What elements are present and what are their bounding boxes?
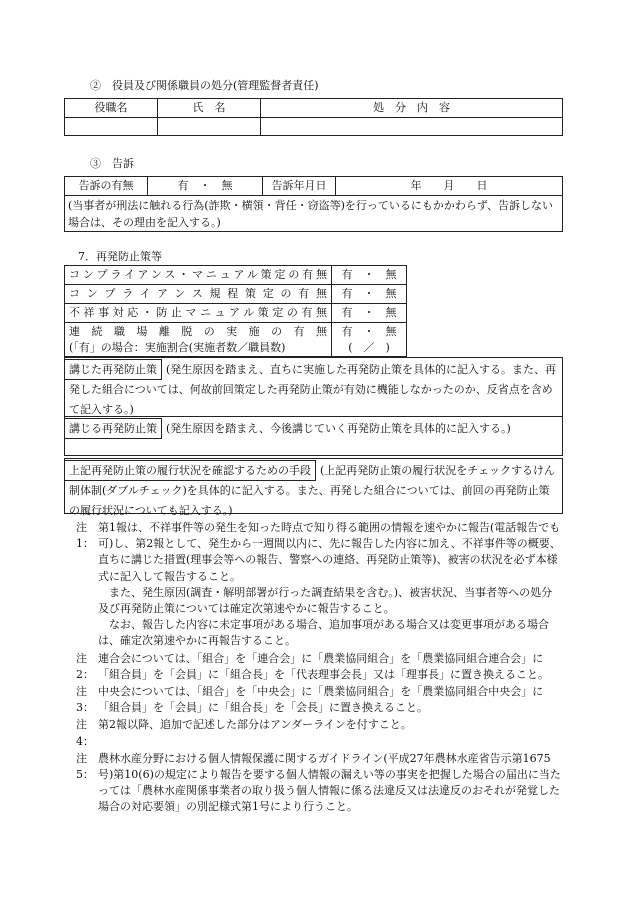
complaint-presence-label: 告訴の有無 [65, 177, 148, 196]
check-label: 上記再発防止策の履行状況を確認するための手段 [64, 460, 316, 481]
section7-title: 7．再発防止策等 [78, 250, 162, 263]
compliance-manual-value[interactable]: 有 ・ 無 [332, 266, 407, 285]
header-name: 氏 名 [158, 99, 261, 118]
prevention-table [64, 265, 407, 357]
consecutive-leave-label [65, 323, 332, 357]
note-5-paragraph: 農林水産分野における個人情報保護に関するガイドライン(平成27年農林水産省告示第1675号)第10(6)の規定により報告を要する個人情報の漏えい等の事実を把握した場合の届出に当たっては「農林水産関係事業者の取り扱う個人情報に係る法違反又は法違反のおそれが発覚した場合の対応要領」の別記様式第1号により行うこと。 [98, 751, 561, 814]
complaint-note: (当事者が刑法に触れる行為(詐欺・横領・背任・窃盗等)を行っているにもかかわらず、告訴しない場合は、その理由を記入する。) [65, 196, 563, 232]
complaint-date-value[interactable]: 年 月 日 [336, 177, 563, 196]
note-1-label: 注1： [76, 521, 94, 551]
check-box [64, 458, 563, 517]
note-3-paragraph: 中央会については、「組合」を「中央会」に「農業協同組合」を「農業協同組合中央会」に「組合員」を「会員」に「組合長」を「会長」に置き換えること。 [98, 685, 544, 715]
note-5 [76, 751, 562, 816]
misconduct-manual-value[interactable]: 有 ・ 無 [332, 304, 407, 323]
name-cell[interactable] [158, 118, 261, 136]
section2-title: ② 役員及び関係職員の処分(管理監督者責任) [90, 79, 319, 92]
compliance-manual-label: コンプライアンス・マニュアル策定の有無 [65, 266, 332, 285]
note-2-paragraph: 連合会については、「組合」を「連合会」に「農業協同組合」を「農業協同組合連合会」に「組合員」を「会員」に「組合長」を「代表理事会長」又は「理事長」に置き換えること。 [98, 651, 549, 681]
note-3-label: 注3： [76, 685, 94, 715]
measures-planned-label: 講じる再発防止策 [64, 418, 162, 439]
note-3 [76, 684, 562, 716]
consecutive-leave-ratio[interactable]: ( ／ ) [348, 340, 390, 354]
measures-planned-text: (発生原因を踏まえ、今後講じていく再発防止策を具体的に記入する。) [166, 422, 511, 435]
consecutive-leave-presence[interactable]: 有 ・ 無 [341, 324, 397, 338]
disposition-cell[interactable] [261, 118, 563, 136]
note-2 [76, 651, 562, 683]
note-1-paragraph: 第1報は、不祥事件等の発生を知った時点で知り得る範囲の情報を速やかに報告(電話報告でも可)し、第2報として、発生から一週間以内に、先に報告した内容に加え、不祥事件等の概要、直ちに講じた措置(理事会等への報告、警察への連絡、再発防止策等)、被害の状況を必ず本様式に記入して報告すること。 [98, 521, 561, 583]
note-4 [76, 717, 562, 749]
consecutive-leave-ratio-label: (「有」の場合：実施割合(実施者数／職員数) [69, 340, 286, 354]
compliance-rules-label: コンプライアンス規程策定の有無 [65, 285, 332, 304]
measures-taken-text: (発生原因を踏まえ、直ちに実施した再発防止策を具体的に記入する。また、再発した組合については、何故前回策定した再発防止策が有効に機能しなかったのか、反省点を含めて記入する。) [69, 363, 556, 416]
note-4-paragraph: 第2報以降、追加で記述した部分はアンダーラインを付すこと。 [98, 718, 412, 732]
complaint-table [64, 176, 563, 232]
note-1 [76, 520, 562, 650]
position-cell[interactable] [65, 118, 158, 136]
note-4-label: 注4： [76, 718, 94, 748]
check-text: (上記再発防止策の履行状況をチェックするけん制体制(ダブルチェック)を具体的に記入する。また、再発した組合については、前回の再発防止策の履行状況についても記入する。) [69, 464, 555, 517]
consecutive-leave-value[interactable] [332, 323, 407, 357]
header-disposition: 処 分 内 容 [261, 99, 563, 118]
misconduct-manual-label: 不祥事対応・防止マニュアル策定の有無 [65, 304, 332, 323]
notes [76, 520, 562, 817]
note-1-paragraph: なお、報告した内容に未定事項がある場合、追加事項がある場合又は変更事項がある場合は、確定次第速やかに再報告すること。 [98, 618, 549, 648]
note-5-label: 注5： [76, 751, 94, 782]
complaint-date-label: 告訴年月日 [263, 177, 336, 196]
complaint-presence-value[interactable]: 有 ・ 無 [148, 177, 263, 196]
note-2-label: 注2： [76, 651, 94, 681]
measures-taken-label: 講じた再発防止策 [64, 359, 162, 380]
discipline-table [64, 98, 563, 136]
measures-taken-box [64, 357, 563, 417]
header-position: 役職名 [65, 99, 158, 118]
section3-title: ③ 告訴 [90, 157, 134, 170]
note-1-paragraph: また、発生原因(調査・解明部署が行った調査結果を含む。)、被害状況、当事者等への処分及び再発防止策については確定次第速やかに報告すること。 [98, 585, 553, 616]
compliance-rules-value[interactable]: 有 ・ 無 [332, 285, 407, 304]
measures-planned-box [64, 416, 563, 456]
consecutive-leave-title: 連続職場離脱の実施の有無 [69, 324, 327, 338]
